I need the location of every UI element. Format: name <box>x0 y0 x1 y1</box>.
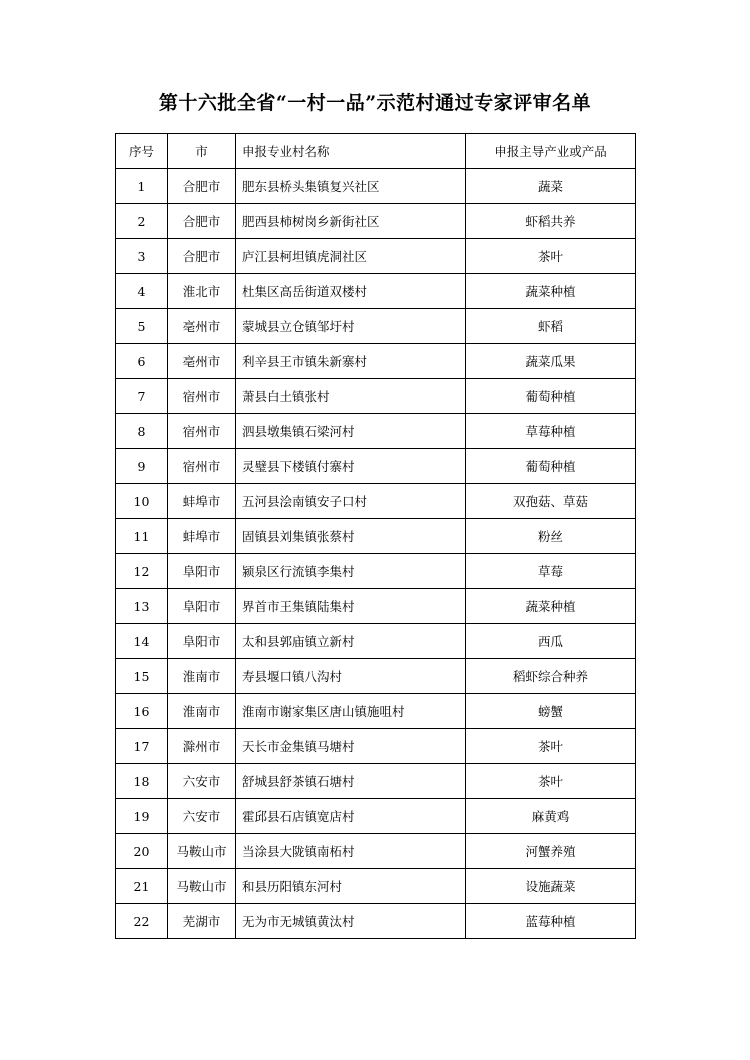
cell-no: 9 <box>116 449 168 484</box>
cell-village: 固镇县刘集镇张蔡村 <box>236 519 466 554</box>
cell-city: 亳州市 <box>168 344 236 379</box>
cell-city: 芜湖市 <box>168 904 236 939</box>
cell-village: 杜集区高岳街道双楼村 <box>236 274 466 309</box>
cell-industry: 麻黄鸡 <box>466 799 636 834</box>
cell-city: 蚌埠市 <box>168 519 236 554</box>
cell-industry: 双孢菇、草菇 <box>466 484 636 519</box>
cell-village: 萧县白土镇张村 <box>236 379 466 414</box>
cell-village: 太和县郭庙镇立新村 <box>236 624 466 659</box>
cell-industry: 河蟹养殖 <box>466 834 636 869</box>
cell-industry: 蓝莓种植 <box>466 904 636 939</box>
table-row <box>116 309 636 344</box>
table-row <box>116 519 636 554</box>
cell-village: 当涂县大陇镇南柘村 <box>236 834 466 869</box>
table-row <box>116 729 636 764</box>
cell-city: 马鞍山市 <box>168 869 236 904</box>
table-row <box>116 379 636 414</box>
cell-village: 利辛县王市镇朱新寨村 <box>236 344 466 379</box>
cell-industry: 西瓜 <box>466 624 636 659</box>
table-row <box>116 624 636 659</box>
cell-village: 舒城县舒茶镇石塘村 <box>236 764 466 799</box>
cell-industry: 稻虾综合种养 <box>466 659 636 694</box>
table-row <box>116 204 636 239</box>
cell-no: 16 <box>116 694 168 729</box>
column-header-city: 市 <box>168 134 236 169</box>
table-row <box>116 484 636 519</box>
cell-village: 寿县堰口镇八沟村 <box>236 659 466 694</box>
cell-village: 天长市金集镇马塘村 <box>236 729 466 764</box>
cell-village: 无为市无城镇黄汰村 <box>236 904 466 939</box>
column-header-village: 申报专业村名称 <box>236 134 466 169</box>
cell-industry: 葡萄种植 <box>466 449 636 484</box>
table-row <box>116 169 636 204</box>
column-header-no: 序号 <box>116 134 168 169</box>
cell-city: 合肥市 <box>168 239 236 274</box>
cell-village: 和县历阳镇东河村 <box>236 869 466 904</box>
column-header-industry: 申报主导产业或产品 <box>466 134 636 169</box>
cell-city: 阜阳市 <box>168 589 236 624</box>
cell-industry: 设施蔬菜 <box>466 869 636 904</box>
cell-no: 2 <box>116 204 168 239</box>
table-row <box>116 239 636 274</box>
table-row <box>116 659 636 694</box>
cell-city: 蚌埠市 <box>168 484 236 519</box>
cell-industry: 虾稻 <box>466 309 636 344</box>
table-header-row <box>116 134 636 169</box>
cell-city: 合肥市 <box>168 204 236 239</box>
cell-industry: 茶叶 <box>466 239 636 274</box>
village-listing-table <box>115 133 636 939</box>
cell-city: 六安市 <box>168 799 236 834</box>
cell-city: 宿州市 <box>168 414 236 449</box>
cell-village: 淮南市谢家集区唐山镇施咀村 <box>236 694 466 729</box>
table-row <box>116 449 636 484</box>
cell-city: 淮北市 <box>168 274 236 309</box>
table-header <box>116 134 636 169</box>
cell-no: 11 <box>116 519 168 554</box>
cell-no: 17 <box>116 729 168 764</box>
cell-no: 4 <box>116 274 168 309</box>
table-row <box>116 834 636 869</box>
cell-no: 19 <box>116 799 168 834</box>
table-row <box>116 554 636 589</box>
cell-no: 20 <box>116 834 168 869</box>
cell-industry: 粉丝 <box>466 519 636 554</box>
table-row <box>116 694 636 729</box>
cell-no: 14 <box>116 624 168 659</box>
table-row <box>116 904 636 939</box>
cell-city: 淮南市 <box>168 659 236 694</box>
cell-industry: 草莓 <box>466 554 636 589</box>
cell-no: 18 <box>116 764 168 799</box>
table-container <box>115 133 635 939</box>
cell-industry: 茶叶 <box>466 764 636 799</box>
cell-no: 1 <box>116 169 168 204</box>
cell-no: 12 <box>116 554 168 589</box>
table-row <box>116 274 636 309</box>
cell-no: 13 <box>116 589 168 624</box>
cell-village: 五河县浍南镇安子口村 <box>236 484 466 519</box>
cell-village: 霍邱县石店镇宽店村 <box>236 799 466 834</box>
table-row <box>116 344 636 379</box>
cell-no: 10 <box>116 484 168 519</box>
cell-industry: 草莓种植 <box>466 414 636 449</box>
cell-industry: 螃蟹 <box>466 694 636 729</box>
cell-city: 合肥市 <box>168 169 236 204</box>
cell-industry: 虾稻共养 <box>466 204 636 239</box>
cell-no: 8 <box>116 414 168 449</box>
cell-city: 滁州市 <box>168 729 236 764</box>
cell-city: 阜阳市 <box>168 624 236 659</box>
cell-village: 蒙城县立仓镇邹圩村 <box>236 309 466 344</box>
cell-city: 亳州市 <box>168 309 236 344</box>
cell-city: 淮南市 <box>168 694 236 729</box>
table-row <box>116 799 636 834</box>
cell-no: 22 <box>116 904 168 939</box>
cell-industry: 蔬菜种植 <box>466 589 636 624</box>
cell-city: 宿州市 <box>168 379 236 414</box>
cell-village: 肥东县桥头集镇复兴社区 <box>236 169 466 204</box>
table-row <box>116 414 636 449</box>
cell-city: 宿州市 <box>168 449 236 484</box>
cell-village: 界首市王集镇陆集村 <box>236 589 466 624</box>
cell-no: 6 <box>116 344 168 379</box>
cell-no: 3 <box>116 239 168 274</box>
cell-industry: 葡萄种植 <box>466 379 636 414</box>
cell-industry: 茶叶 <box>466 729 636 764</box>
cell-industry: 蔬菜 <box>466 169 636 204</box>
cell-no: 5 <box>116 309 168 344</box>
cell-industry: 蔬菜种植 <box>466 274 636 309</box>
cell-village: 颍泉区行流镇李集村 <box>236 554 466 589</box>
cell-no: 21 <box>116 869 168 904</box>
cell-city: 六安市 <box>168 764 236 799</box>
table-row <box>116 589 636 624</box>
cell-industry: 蔬菜瓜果 <box>466 344 636 379</box>
cell-village: 灵璧县下楼镇付寨村 <box>236 449 466 484</box>
cell-no: 15 <box>116 659 168 694</box>
cell-no: 7 <box>116 379 168 414</box>
cell-village: 庐江县柯坦镇虎洞社区 <box>236 239 466 274</box>
cell-city: 马鞍山市 <box>168 834 236 869</box>
table-row <box>116 764 636 799</box>
cell-village: 泗县墩集镇石梁河村 <box>236 414 466 449</box>
cell-village: 肥西县柿树岗乡新街社区 <box>236 204 466 239</box>
page-title: 第十六批全省“一村一品”示范村通过专家评审名单 <box>158 92 592 114</box>
cell-city: 阜阳市 <box>168 554 236 589</box>
table-row <box>116 869 636 904</box>
table-body <box>116 169 636 939</box>
